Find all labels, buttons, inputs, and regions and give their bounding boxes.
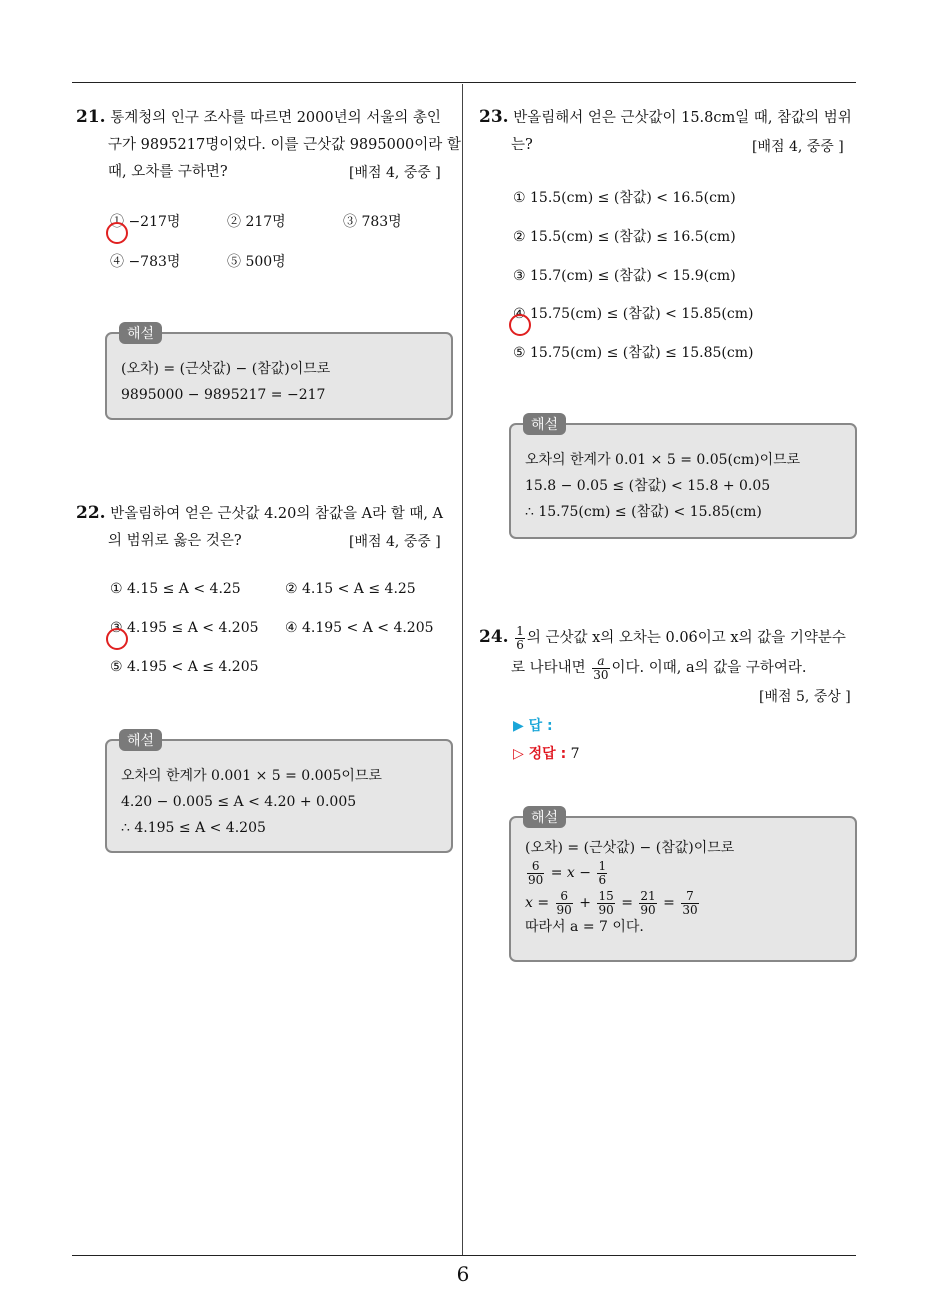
question-number: 21. xyxy=(76,107,106,127)
question-text-line: 때, 오차를 구하면? xyxy=(108,164,228,180)
explanation-line: $\frac{6}{90}$ = x − $\frac{1}{6}$ xyxy=(528,858,607,887)
selected-circle-icon xyxy=(509,314,531,336)
bottom-rule xyxy=(72,1255,856,1256)
choice-5[interactable]: ⑤ 4.195 < A ≤ 4.205 xyxy=(110,659,259,675)
choice-3[interactable]: ③ 783명 xyxy=(343,214,402,230)
question-text-line: 통계청의 인구 조사를 따르면 2000년의 서울의 총인 xyxy=(110,110,441,126)
selected-circle-icon xyxy=(106,222,128,244)
explanation-tag: 해설 xyxy=(523,413,566,435)
choice-4[interactable]: ④ −783명 xyxy=(110,254,181,270)
question-24 xyxy=(479,622,859,683)
question-number: 24. xyxy=(479,627,509,647)
explanation-line: (오차) = (근삿값) − (참값)이므로 xyxy=(121,361,331,377)
fraction-1-6: $\frac{1}{6}$ xyxy=(516,623,524,652)
explanation-box xyxy=(509,810,857,962)
top-rule xyxy=(72,82,856,83)
choice-2[interactable]: ② 4.15 < A ≤ 4.25 xyxy=(285,581,416,597)
question-text-line: 반올림하여 얻은 근삿값 4.20의 참값을 A라 할 때, A xyxy=(110,506,444,522)
choice-3[interactable]: ③ 15.7(cm) ≤ (참값) < 15.9(cm) xyxy=(513,268,736,284)
choice-2[interactable]: ② 15.5(cm) ≤ (참값) ≤ 16.5(cm) xyxy=(513,229,736,245)
explanation-line: 4.20 − 0.005 ≤ A < 4.20 + 0.005 xyxy=(121,794,357,810)
choice-2[interactable]: ② 217명 xyxy=(227,214,286,230)
explanation-line: ∴ 4.195 ≤ A < 4.205 xyxy=(121,820,266,836)
explanation-tag: 해설 xyxy=(119,729,162,751)
question-meta: [배점 4, 중중 ] xyxy=(349,165,441,181)
explanation-tag: 해설 xyxy=(119,322,162,344)
question-text-line: 로 나타내면 xyxy=(511,660,586,676)
question-text-line: 반올림해서 얻은 근삿값이 15.8cm일 때, 참값의 범위 xyxy=(513,110,852,126)
question-text-line: 의 범위로 옳은 것은? xyxy=(108,533,242,549)
choice-1[interactable]: ① 4.15 ≤ A < 4.25 xyxy=(110,581,241,597)
explanation-line: ∴ 15.75(cm) ≤ (참값) < 15.85(cm) xyxy=(525,504,762,520)
explanation-box xyxy=(105,326,453,420)
correct-answer: ▷ 정답 : 7 xyxy=(513,746,580,762)
explanation-line: 오차의 한계가 0.01 × 5 = 0.05(cm)이므로 xyxy=(525,452,801,468)
column-divider xyxy=(462,84,463,1256)
explanation-line: (오차) = (근삿값) − (참값)이므로 xyxy=(525,840,735,856)
explanation-line: 오차의 한계가 0.001 × 5 = 0.005이므로 xyxy=(121,768,382,784)
question-text-line: 의 근삿값 x의 오차는 0.06̇이고 x의 값을 기약분수 xyxy=(526,630,846,646)
question-text-line: 구가 9895217명이었다. 이를 근삿값 9895000이라 할 xyxy=(108,137,461,153)
question-text-line: 는? xyxy=(511,137,533,153)
question-number: 22. xyxy=(76,503,106,523)
answer-label: ▶ 답 : xyxy=(513,718,553,734)
choice-5[interactable]: ⑤ 500명 xyxy=(227,254,286,270)
choice-1-selected[interactable]: ① −217명 xyxy=(110,211,180,231)
fraction-a-30: $\frac{a}{30}$ xyxy=(593,653,609,682)
question-meta: [배점 4, 중중 ] xyxy=(349,534,441,550)
page-number: 6 xyxy=(456,1262,470,1286)
choice-1[interactable]: ① 15.5(cm) ≤ (참값) < 16.5(cm) xyxy=(513,190,736,206)
selected-circle-icon xyxy=(106,628,128,650)
choice-4[interactable]: ④ 4.195 < A < 4.205 xyxy=(285,620,434,636)
explanation-line: 15.8 − 0.05 ≤ (참값) < 15.8 + 0.05 xyxy=(525,478,771,494)
explanation-box xyxy=(105,733,453,853)
choice-3-selected[interactable]: ③ 4.195 ≤ A < 4.205 xyxy=(110,620,259,636)
explanation-line: x = $\frac{6}{90}$ + $\frac{15}{90}$ = $\frac{21}{90}$ = $\frac{7}{30}$ xyxy=(525,888,698,917)
explanation-line: 9895000 − 9895217 = −217 xyxy=(121,387,326,403)
question-text-line: 이다. 이때, a의 값을 구하여라. xyxy=(611,660,807,676)
choice-4-selected[interactable]: ④ 15.75(cm) ≤ (참값) < 15.85(cm) xyxy=(513,303,753,323)
explanation-line: 따라서 a = 7 이다. xyxy=(525,919,644,935)
explanation-box xyxy=(509,417,857,539)
choice-5[interactable]: ⑤ 15.75(cm) ≤ (참값) ≤ 15.85(cm) xyxy=(513,345,754,361)
question-meta: [배점 5, 중상 ] xyxy=(759,689,851,705)
question-meta: [배점 4, 중중 ] xyxy=(752,139,844,155)
explanation-tag: 해설 xyxy=(523,806,566,828)
question-number: 23. xyxy=(479,107,509,127)
